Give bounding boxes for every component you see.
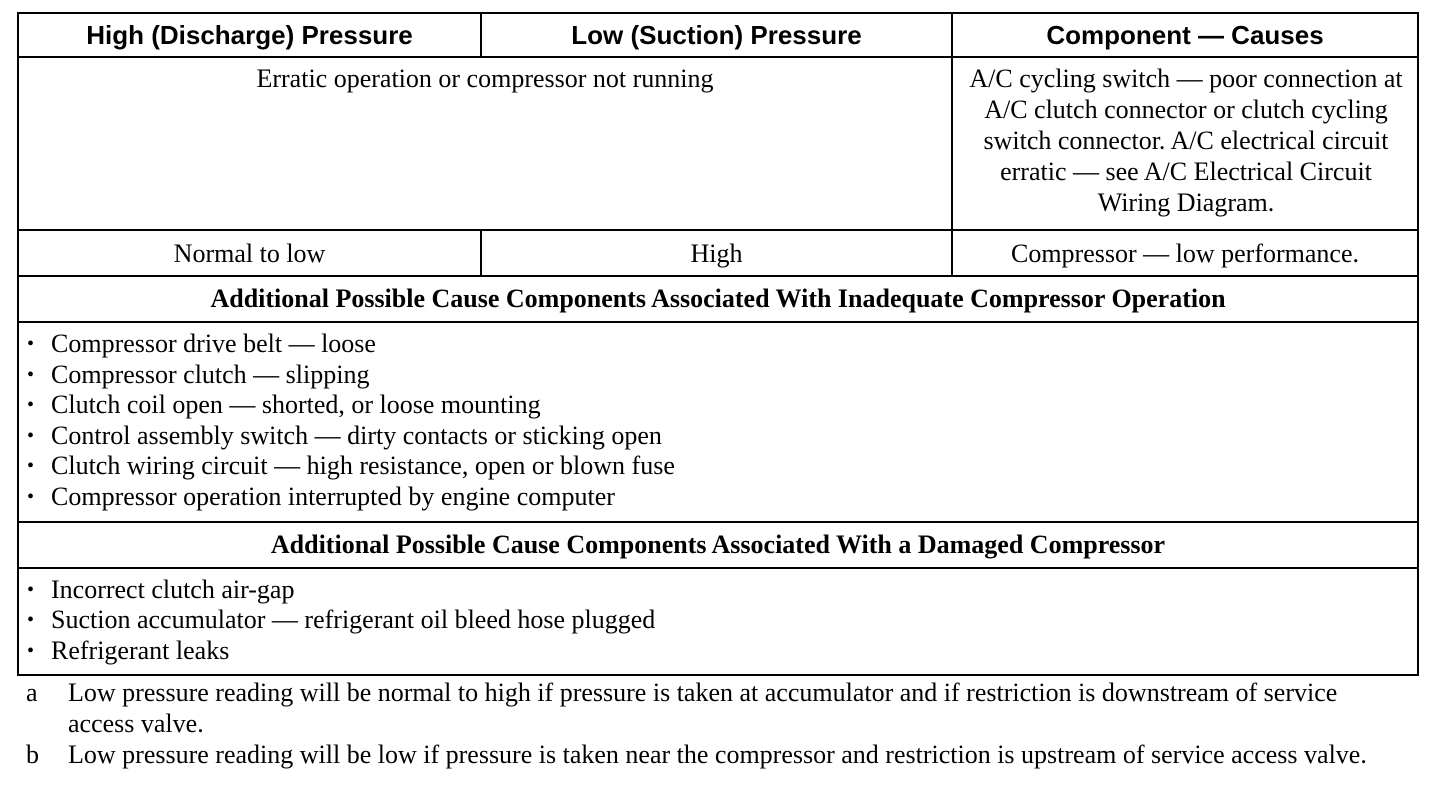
footnote-key: a — [26, 678, 38, 707]
footnote-text: Low pressure reading will be normal to high if pressure is taken at accumulator and if restriction is downstream of service access valve. — [68, 678, 1338, 738]
cause-list — [25, 329, 1411, 513]
bullet-icon: • — [27, 578, 35, 601]
list-item-text: Refrigerant leaks — [51, 635, 230, 665]
list-item-text: Compressor operation interrupted by engine computer — [51, 481, 615, 511]
list-item — [25, 636, 1411, 667]
high-pressure-value: Normal to low — [18, 230, 481, 276]
header-high-pressure: High (Discharge) Pressure — [18, 13, 481, 57]
bullet-icon: • — [27, 363, 35, 386]
symptom-erratic-operation: Erratic operation or compressor not running — [18, 57, 952, 230]
bullet-icon: • — [27, 394, 35, 417]
causes-compressor-low-performance: Compressor — low performance. — [952, 230, 1418, 276]
footnotes — [26, 677, 1406, 770]
list-item — [25, 605, 1411, 636]
list-item — [25, 329, 1411, 360]
list-item-text: Incorrect clutch air-gap — [51, 574, 295, 604]
section-list-row — [18, 322, 1418, 522]
causes-cycling-switch: A/C cycling switch — poor connection at A/C clutch connector or clutch cycling switch connector. A/C electrical circuit erratic — see A/C Electrical Circuit Wiring Diagram. — [952, 57, 1418, 230]
footnote-b — [26, 739, 1406, 770]
list-item — [25, 360, 1411, 391]
table-row — [18, 57, 1418, 230]
list-item — [25, 451, 1411, 482]
footnote-text: Low pressure reading will be low if pressure is taken near the compressor and restriction is upstream of service access valve. — [68, 740, 1367, 769]
list-item — [25, 390, 1411, 421]
header-row — [18, 13, 1418, 57]
bullet-icon: • — [27, 639, 35, 662]
section-title-row — [18, 522, 1418, 568]
list-item-text: Clutch coil open — shorted, or loose mounting — [51, 390, 541, 420]
footnote-key: b — [26, 740, 39, 769]
list-item — [25, 421, 1411, 452]
low-pressure-value: High — [481, 230, 952, 276]
list-item-text: Clutch wiring circuit — high resistance, open or blown fuse — [51, 451, 675, 481]
section-title-row — [18, 276, 1418, 322]
diagnosis-table — [17, 12, 1419, 676]
cause-list — [25, 575, 1411, 667]
bullet-icon: • — [27, 485, 35, 508]
section-title-damaged-compressor: Additional Possible Cause Components Associated With a Damaged Compressor — [18, 522, 1418, 568]
bullet-icon: • — [27, 455, 35, 478]
bullet-icon: • — [27, 609, 35, 632]
list-item-text: Suction accumulator — refrigerant oil bleed hose plugged — [51, 605, 656, 635]
list-item — [25, 482, 1411, 513]
list-item-text: Compressor drive belt — loose — [51, 329, 376, 358]
section-list-inadequate-operation — [18, 322, 1418, 522]
list-item-text: Compressor clutch — slipping — [51, 359, 370, 389]
footnote-a — [26, 677, 1406, 739]
bullet-icon: • — [27, 333, 35, 355]
section-list-row — [18, 568, 1418, 676]
table-row — [18, 230, 1418, 276]
section-list-damaged-compressor — [18, 568, 1418, 676]
list-item — [25, 575, 1411, 606]
header-low-pressure: Low (Suction) Pressure — [481, 13, 952, 57]
header-component-causes: Component — Causes — [952, 13, 1418, 57]
section-title-inadequate-operation: Additional Possible Cause Components Associated With Inadequate Compressor Operation — [18, 276, 1418, 322]
list-item-text: Control assembly switch — dirty contacts or sticking open — [51, 420, 662, 450]
bullet-icon: • — [27, 424, 35, 447]
